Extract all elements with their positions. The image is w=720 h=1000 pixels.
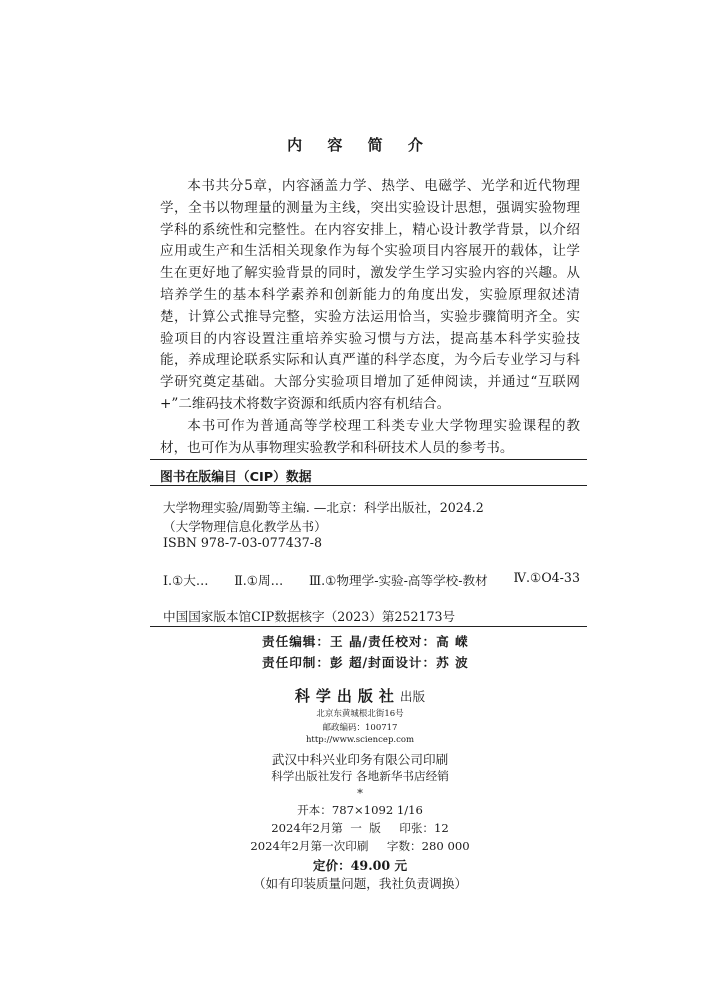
cip-classification <box>163 570 580 589</box>
introduction <box>160 176 580 459</box>
price: 定价：49.00 元 <box>312 858 408 873</box>
cip-isbn: ISBN 978-7-03-077437-8 <box>163 535 323 550</box>
edition-spec: 2024年2月第 一 版 印张：12 <box>271 821 449 835</box>
publisher-postcode: 邮政编码：100717 <box>322 723 398 733</box>
classification-3: Ⅲ.①物理学-实验-高等学校-教材 <box>308 573 488 588</box>
page-title: 内 容 简 介 <box>287 136 433 154</box>
cip-heading: 图书在版编目（CIP）数据 <box>160 470 312 485</box>
classification-1: Ⅰ.①大… <box>163 573 209 588</box>
printing-spec: 2024年2月第一次印刷 字数：280 000 <box>250 839 470 853</box>
publisher-address: 北京东黄城根北街16号 <box>316 709 404 719</box>
cip-bottom-rule <box>150 626 587 627</box>
staff-editors: 责任编辑：王 晶/责任校对：高 嵘 <box>262 634 469 649</box>
staff-production: 责任印制：彭 超/封面设计：苏 波 <box>262 655 469 670</box>
publisher-name: 科学出版社 <box>294 687 400 705</box>
publisher-suffix: 出版 <box>399 689 426 704</box>
format-spec: 开本：787×1092 1/16 <box>297 803 423 817</box>
distribution: 科学出版社发行 各地新华书店经销 <box>271 769 449 783</box>
cip-library-number: 中国国家版本馆CIP数据核字（2023）第252173号 <box>163 609 456 624</box>
cip-top-rule <box>150 459 587 460</box>
cip-series: （大学物理信息化教学丛书） <box>163 519 327 534</box>
publisher-url: http://www.sciencep.com <box>305 735 415 745</box>
classification-2: Ⅱ.①周… <box>234 573 284 588</box>
cip-heading-rule <box>150 485 587 486</box>
classification-4: Ⅳ.①O4-33 <box>513 570 580 585</box>
cip-bibliographic-line: 大学物理实验/周勤等主编. —北京：科学出版社，2024.2 <box>163 500 484 515</box>
intro-paragraph-1: 本书共分5章，内容涵盖力学、热学、电磁学、光学和近代物理学，全书以物理量的测量为主线，突出实验设计思想，强调实验物理学科的系统性和完整性。在内容安排上，精心设计教学背景，以介绍应用或生产和生活相关现象作为每个实验项目内容展开的载体，让学生在更好地了解实验背景的同时，激发学生学习实验内容的兴趣。从培养学生的基本科学素养和创新能力的角度出发，实验原理叙述清楚，计算公式推导完整，实验方法运用恰当，实验步骤简明齐全。实验项目的内容设置注重培养实验习惯与方法，提高基本科学实验技能，养成理论联系实际和认真严谨的科学态度，为今后专业学习与科学研究奠定基础。大部分实验项目增加了延伸阅读，并通过“互联网+”二维码技术将数字资源和纸质内容有机结合。 <box>160 178 580 412</box>
quality-notice: （如有印装质量问题，我社负责调换） <box>252 876 468 891</box>
publisher-line <box>0 685 720 706</box>
printer: 武汉中科兴业印务有限公司印刷 <box>271 752 449 767</box>
separator-star: * <box>357 786 363 800</box>
intro-paragraph-2: 本书可作为普通高等学校理工科类专业大学物理实验课程的教材，也可作为从事物理实验教学和科研技术人员的参考书。 <box>160 417 580 456</box>
